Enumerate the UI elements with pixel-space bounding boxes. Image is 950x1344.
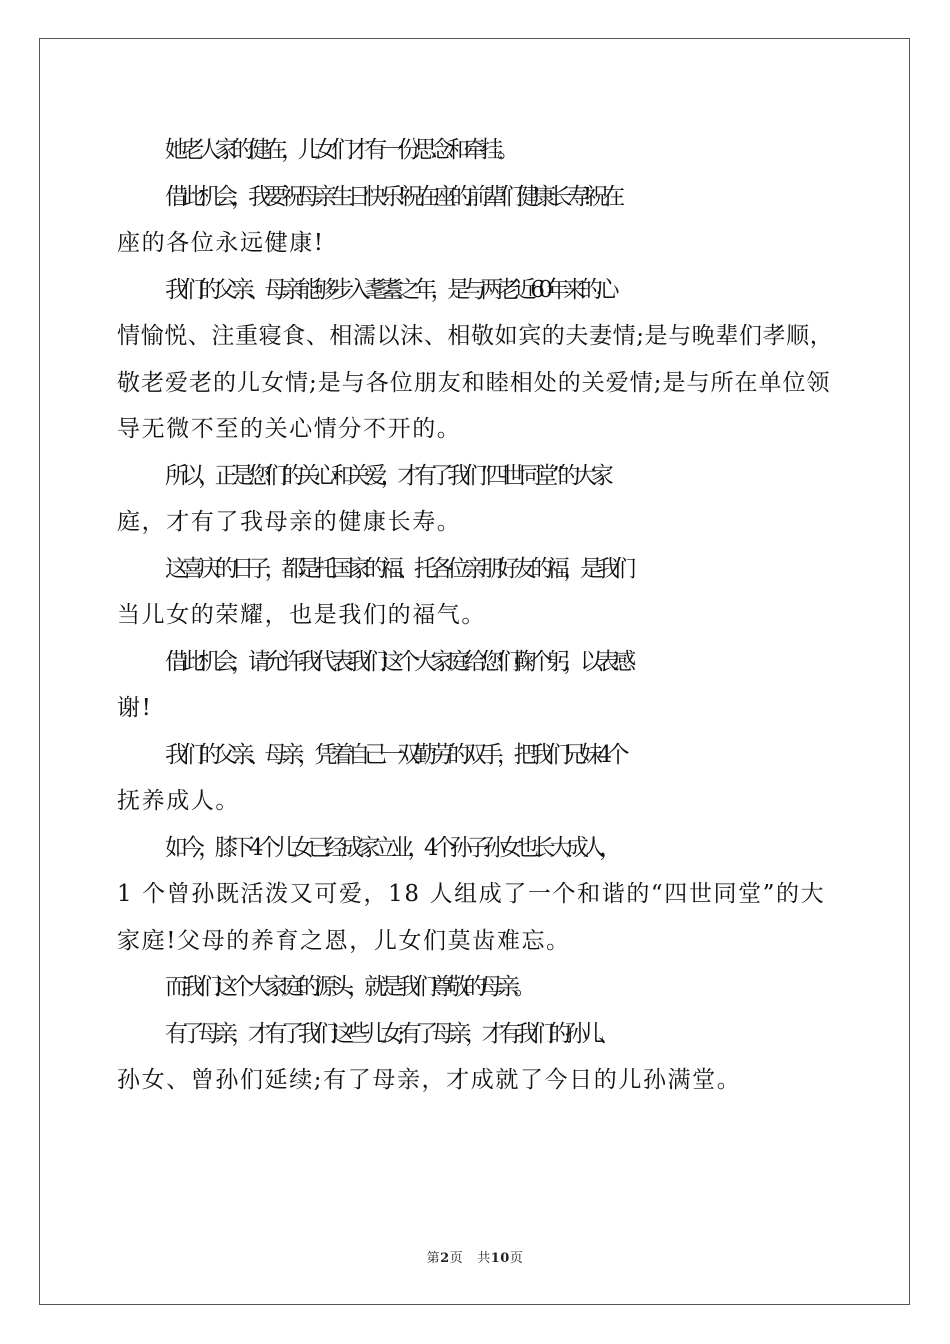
paragraph-line: 她老人家的健在，儿女们才有一份思念和牵挂。	[165, 137, 514, 163]
paragraph-line: 所以，正是您们的关心和关爱，才有了我们“四世同堂”的大家	[165, 462, 608, 489]
page-footer	[0, 1247, 950, 1266]
paragraph-line: 孙女、曾孙们延续;有了母亲，才成就了今日的儿孙满堂。	[117, 1067, 742, 1093]
paragraph	[117, 1011, 833, 1104]
paragraph-line: 借此机会，我要祝母亲生日快乐!祝在座的前辈们健康长寿!祝在	[165, 183, 619, 210]
paragraph	[117, 174, 833, 267]
paragraph-line: 如今，膝下 4 个儿女已经成家立业，4 个孙子孙女也长大成人，	[165, 834, 616, 861]
paragraph	[117, 964, 833, 1011]
page-number: 第2页	[426, 1251, 464, 1266]
paragraph-line: 而我们这个大家庭的源头，就是我们尊敬的母亲。	[165, 974, 531, 1000]
paragraph	[117, 825, 833, 965]
paragraph	[117, 546, 833, 639]
paragraph	[117, 639, 833, 732]
paragraph-line: 导无微不至的关心情分不开的。	[117, 416, 462, 442]
paragraph-line: 情愉悦、注重寝食、相濡以沫、相敬如宾的夫妻情;是与晚辈们孝顺，	[117, 323, 834, 349]
paragraph	[117, 127, 833, 174]
paragraph-line: 我们的父亲、母亲能够步入耄耋之年，是与两老近60年来的心	[165, 276, 614, 303]
paragraph	[117, 267, 833, 453]
paragraph-line: 敬老爱老的儿女情;是与各位朋友和睦相处的关爱情;是与所在单位领	[117, 369, 831, 396]
document-body	[117, 127, 833, 1104]
paragraph-line: 我们的父亲、母亲，凭着自己一双勤劳的双手，把我们兄妹 4 个	[165, 741, 624, 768]
paragraph	[117, 453, 833, 546]
paragraph-line: 家庭!父母的养育之恩，儿女们莫齿难忘。	[117, 927, 571, 954]
page-total: 共10页	[477, 1251, 524, 1266]
paragraph-line: 借此机会，请允许我代表我们这个大家庭给您们鞠个躬，以表感	[165, 648, 630, 675]
paragraph-line: 这喜庆的日子，都是托国家的福、托各位亲朋好友的福，是我们	[165, 555, 630, 582]
paragraph-line: 当儿女的荣耀，也是我们的福气。	[117, 602, 486, 628]
paragraph-line: 庭，才有了我母亲的健康长寿。	[117, 509, 462, 535]
paragraph-line: 座的各位永远健康!	[117, 230, 325, 256]
paragraph-line: 抚养成人。	[117, 788, 240, 814]
paragraph	[117, 732, 833, 825]
paragraph-line: 1 个曾孙既活泼又可爱，18 人组成了一个和谐的“四世同堂”的大	[117, 881, 826, 907]
paragraph-line: 谢!	[117, 695, 153, 721]
paragraph-line: 有了母亲，才有了我们这些儿女;有了母亲，才有我们的孙儿、	[165, 1020, 615, 1047]
